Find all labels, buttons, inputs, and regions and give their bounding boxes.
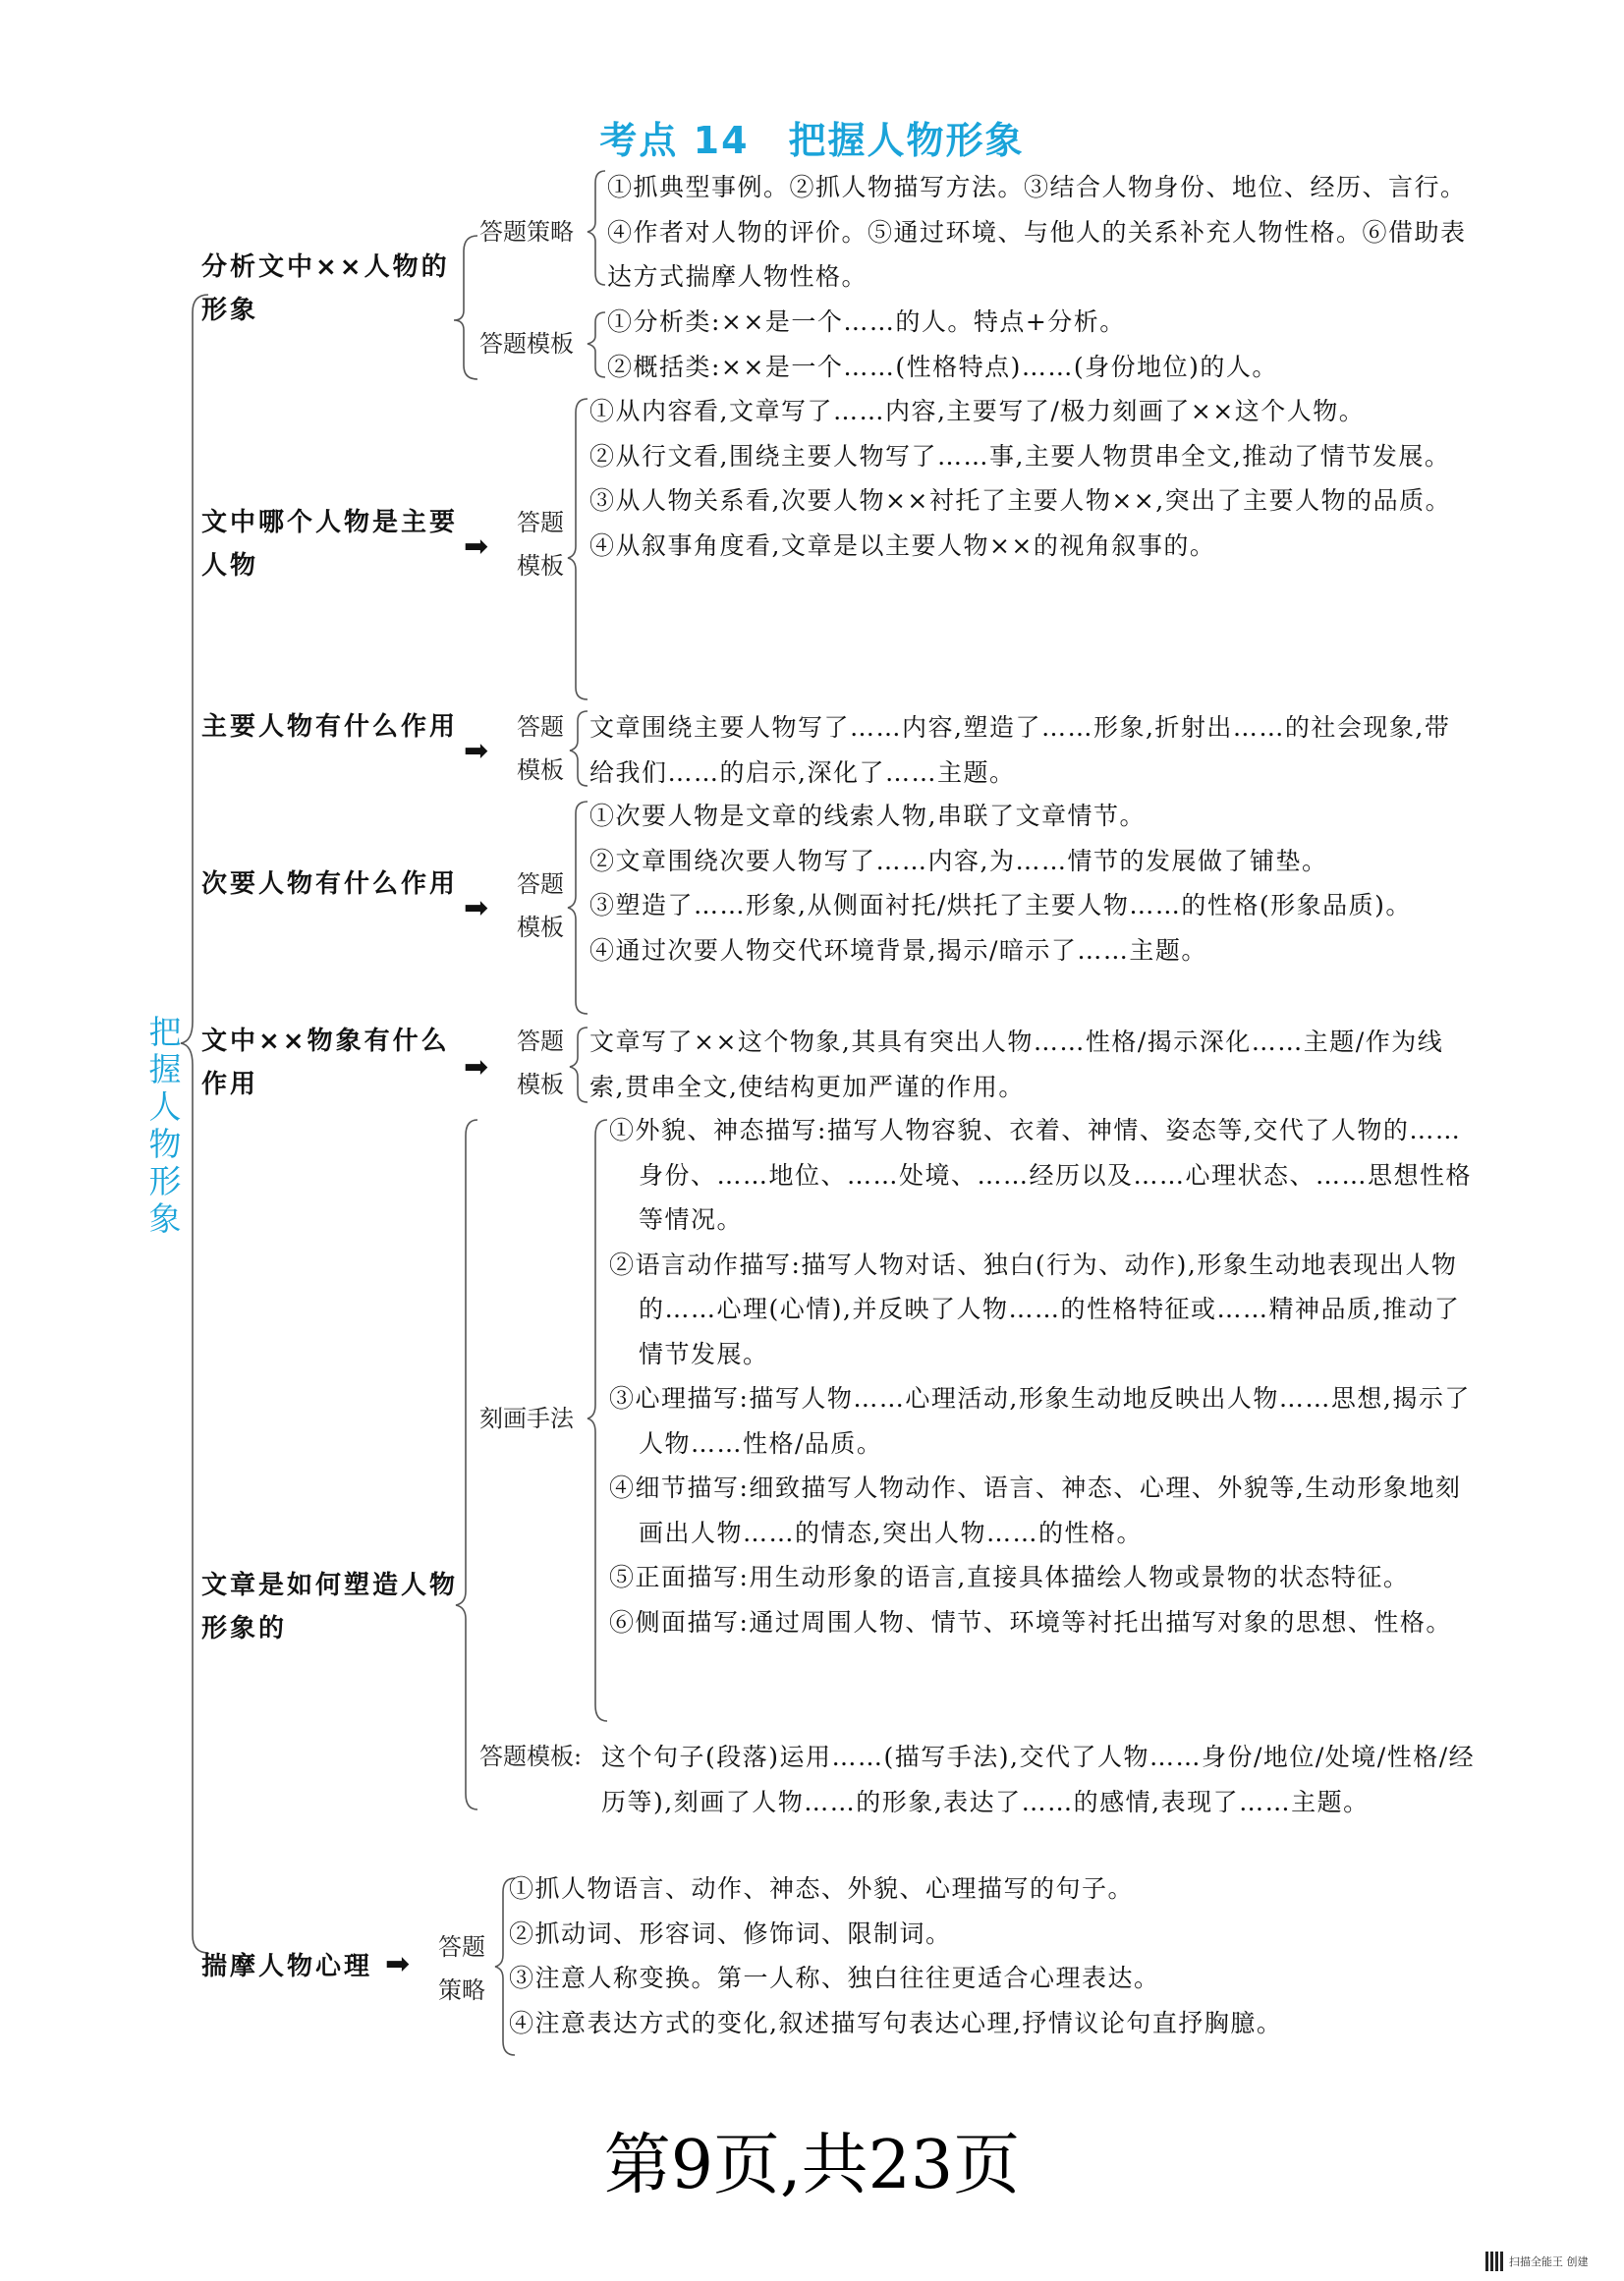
title-prefix: 考点 14 — [599, 119, 750, 162]
arrow-icon: ➡ — [464, 529, 489, 564]
topic-main-character: 文中哪个人物是主要人物 — [201, 508, 459, 581]
techniques-list — [609, 1108, 1474, 1644]
topic-main-role: 主要人物有什么作用 — [201, 712, 459, 742]
section6-sub1-brace — [588, 1120, 607, 1721]
arrow-icon: ➡ — [464, 734, 489, 768]
root-label: 把握人物形象 — [148, 1013, 182, 1238]
list-item: ①外貌、神态描写:描写人物容貌、衣着、神情、姿态等,交代了人物的……身份、……地位、……处境、……经历以及……心理状态、……思想性格等情况。 — [609, 1116, 1473, 1234]
list-item: ②文章围绕次要人物写了……内容,为……情节的发展做了铺垫。 — [589, 846, 1328, 875]
list-item: ②抓动词、形容词、修饰词、限制词。 — [509, 1919, 952, 1948]
scanner-watermark — [1485, 2252, 1589, 2271]
list-item: ②从行文看,围绕主要人物写了……事,主要人物贯串全文,推动了情节发展。 — [589, 441, 1451, 471]
strategy-text-1: ①抓典型事例。②抓人物描写方法。③结合人物身份、地位、经历、言行。④作者对人物的评价。⑤通过环境、与他人的关系补充人物性格。⑥借助表达方式揣摩人物性格。 — [607, 173, 1467, 291]
arrow-icon: ➡ — [464, 1050, 489, 1085]
list-item: ③塑造了……形象,从侧面衬托/烘托了主要人物……的性格(形象品质)。 — [589, 891, 1412, 919]
label-template-2: 答题模板 — [517, 509, 564, 580]
page-number-footer: 第9页,共23页 — [603, 2127, 1021, 2204]
section2-brace — [568, 399, 588, 699]
arrow-icon: ➡ — [464, 891, 489, 925]
label-template-1: 答题模板 — [479, 330, 574, 358]
label-template-6: 答题模板: — [479, 1743, 583, 1770]
section3-brace — [570, 711, 588, 786]
template-list-2 — [589, 389, 1474, 568]
list-item: ④注意表达方式的变化,叙述描写句表达心理,抒情议论句直抒胸臆。 — [509, 2008, 1283, 2037]
label-strategy-1: 答题策略 — [479, 218, 574, 246]
list-item: ②语言动作描写:描写人物对话、独白(行为、动作),形象生动地表现出人物的……心理(心情),并反映了人物……的性格特征或……精神品质,推动了情节发展。 — [609, 1250, 1461, 1368]
template-text-3: 文章围绕主要人物写了……内容,塑造了……形象,折射出……的社会现象,带给我们……的启示,深化了……主题。 — [589, 713, 1451, 787]
label-template-4: 答题模板 — [517, 870, 564, 941]
section1-sub1-brace — [588, 171, 605, 285]
list-item: ④通过次要人物交代环境背景,揭示/暗示了……主题。 — [589, 935, 1207, 965]
list-item: ③从人物关系看,次要人物××衬托了主要人物××,突出了主要人物的品质。 — [589, 486, 1452, 515]
topic-analyze-character: 分析文中××人物的形象 — [201, 252, 450, 325]
section6-brace — [456, 1120, 477, 1809]
title-text: 把握人物形象 — [788, 119, 1025, 162]
strategy-list-7 — [509, 1866, 1472, 2045]
topic-object-role: 文中××物象有什么作用 — [201, 1027, 450, 1099]
label-template-3: 答题模板 — [517, 713, 564, 784]
label-template-5: 答题模板 — [517, 1028, 564, 1098]
template-text-6: 这个句子(段落)运用……(描写手法),交代了人物……身份/地位/处境/性格/经历等),刻画了人物……的形象,表达了……的感情,表现了……主题。 — [601, 1743, 1476, 1816]
list-item: ⑤正面描写:用生动形象的语言,直接具体描绘人物或景物的状态特征。 — [609, 1563, 1410, 1591]
list-item: ②概括类:××是一个……(性格特点)……(身份地位)的人。 — [607, 352, 1278, 381]
topic-infer-psychology: 揣摩人物心理 — [201, 1952, 373, 1981]
list-item: ③注意人称变换。第一人称、独白往往更适合心理表达。 — [509, 1964, 1160, 1992]
list-item: ④从叙事角度看,文章是以主要人物××的视角叙事的。 — [589, 530, 1216, 560]
list-item: ①分析类:××是一个……的人。特点+分析。 — [607, 307, 1126, 336]
list-item: ①次要人物是文章的线索人物,串联了文章情节。 — [589, 802, 1146, 830]
topic-shape-character: 文章是如何塑造人物形象的 — [201, 1571, 459, 1643]
label-strategy-7: 答题策略 — [438, 1933, 485, 2004]
page-title — [0, 110, 1624, 164]
list-item: ③心理描写:描写人物……心理活动,形象生动地反映出人物……思想,揭示了人物……性格/品质。 — [609, 1384, 1471, 1458]
qr-code-icon — [1485, 2252, 1505, 2271]
list-item: ①抓人物语言、动作、神态、外貌、心理描写的句子。 — [509, 1874, 1135, 1903]
list-item: ⑥侧面描写:通过周围人物、情节、环境等衬托出描写对象的思想、性格。 — [609, 1607, 1452, 1637]
topic-secondary-role: 次要人物有什么作用 — [201, 869, 459, 899]
section1-sub2-brace — [588, 312, 605, 377]
section4-brace — [568, 802, 588, 1014]
arrow-icon: ➡ — [385, 1947, 411, 1981]
label-techniques: 刻画手法 — [479, 1405, 574, 1432]
template-text-5: 文章写了××这个物象,其具有突出人物……性格/揭示深化……主题/作为线索,贯串全文,使结构更加严谨的作用。 — [589, 1028, 1444, 1101]
template-list-1 — [607, 300, 1491, 389]
list-item: ④细节描写:细致描写人物动作、语言、神态、心理、外貌等,生动形象地刻画出人物……的情态,突出人物……的性格。 — [609, 1474, 1462, 1547]
list-item: ①从内容看,文章写了……内容,主要写了/极力刻画了××这个人物。 — [589, 397, 1366, 425]
template-list-4 — [589, 794, 1474, 973]
watermark-text: 扫描全能王 创建 — [1509, 2255, 1589, 2268]
section5-brace — [570, 1028, 588, 1102]
